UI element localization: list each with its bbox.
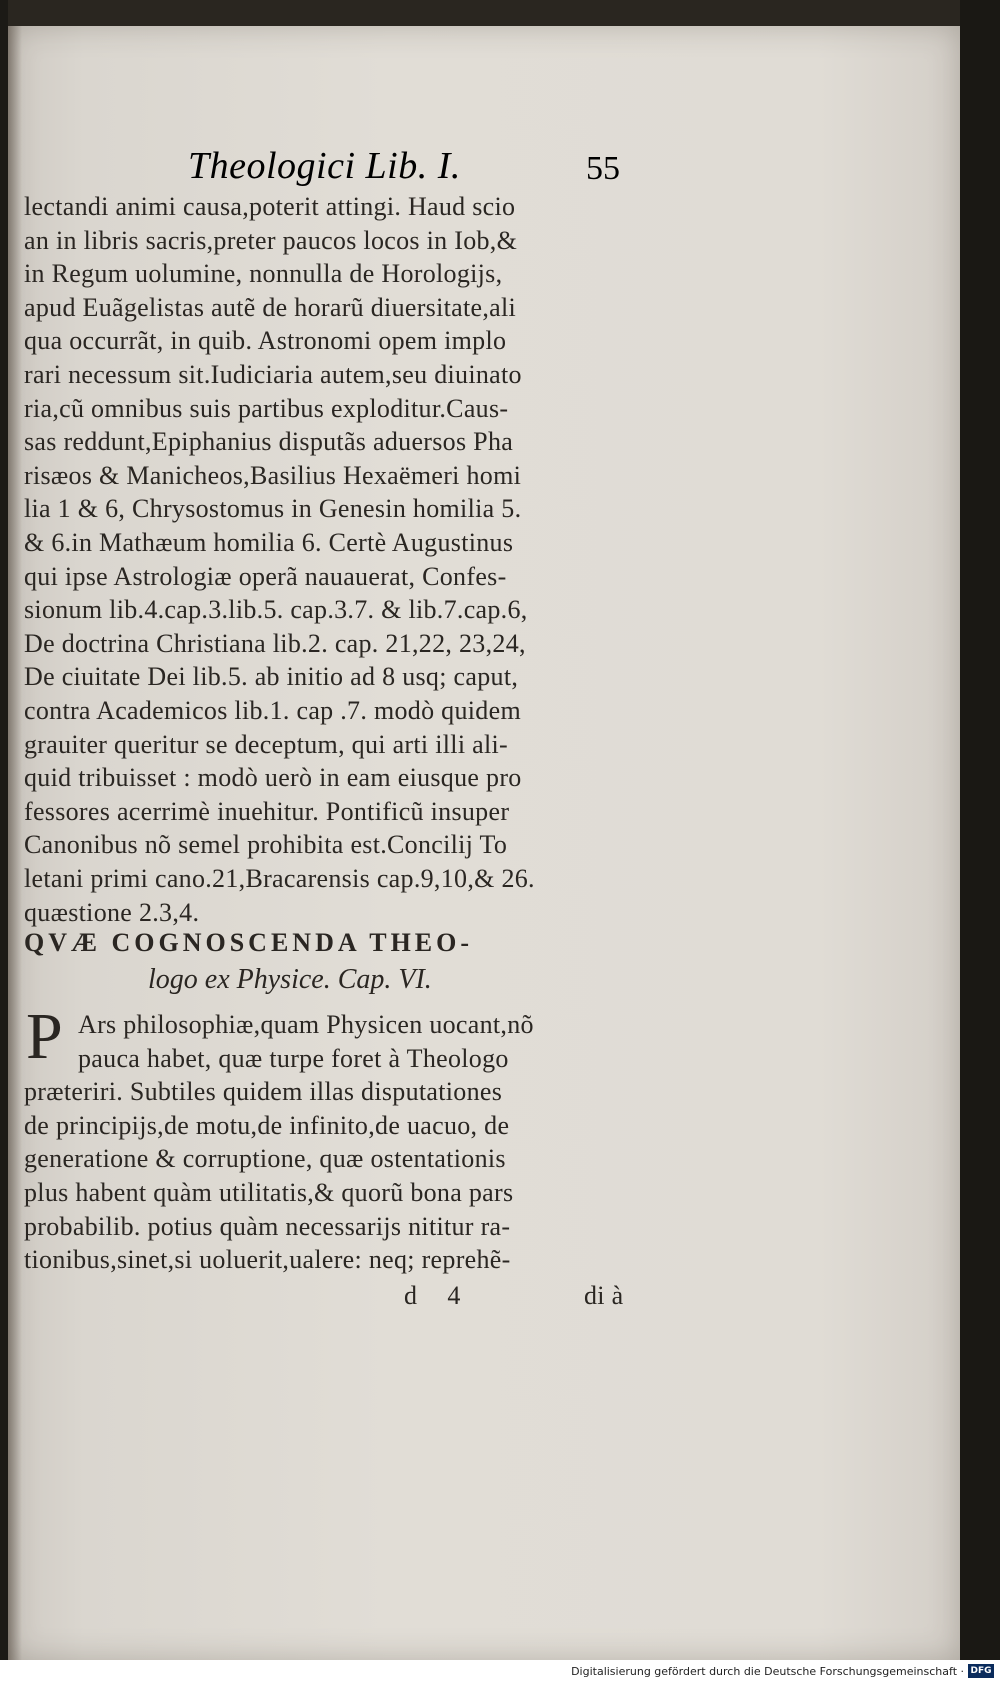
chapter-text-line: de principijs,de motu,de infinito,de uacuo, de: [24, 1110, 510, 1140]
text-line: sas reddunt,Epiphanius disputãs aduersos Pha: [24, 427, 514, 457]
signature-mark: [404, 1279, 461, 1313]
text-line: qua occurrãt, in quib. Astronomi opem implo: [24, 326, 507, 356]
running-header-title: Theologici Lib. I.: [188, 145, 461, 187]
scan-border-right: [960, 0, 1000, 1660]
chapter-heading: QVÆ COGNOSCENDA THEO-: [24, 928, 474, 957]
text-line: grauiter queritur se deceptum, qui arti illi ali-: [24, 729, 508, 759]
dfg-logo: DFG: [968, 1664, 994, 1678]
text-line: sionum lib.4.cap.3.lib.5. cap.3.7. & lib.7.cap.6,: [24, 595, 528, 625]
running-header: [188, 144, 668, 194]
book-page: [8, 26, 960, 1660]
scan-border-left: [0, 0, 8, 1660]
text-line: rari necessum sit.Iudiciaria autem,seu diuinato: [24, 360, 522, 389]
text-line: contra Academicos lib.1. cap .7. modò quidem: [24, 696, 521, 725]
drop-cap: P: [26, 1000, 63, 1073]
text-line: quid tribuisset : modò uerò in eam eiusque pro: [24, 763, 522, 793]
text-line: fessores acerrimè inuehitur. Pontificũ insuper: [24, 796, 510, 826]
scan-border-top: [0, 0, 1000, 28]
text-line: De doctrina Christiana lib.2. cap. 21,22, 23,24,: [24, 628, 526, 658]
text-line: & 6.in Mathæum homilia 6. Certè Augustinus: [24, 528, 514, 557]
text-line: an in libris sacris,preter paucos locos in Iob,&: [24, 225, 518, 255]
chapter-text-line: Ars philosophiæ,quam Physicen uocant,nõ: [78, 1010, 534, 1039]
text-line: ria,cũ omnibus suis partibus exploditur.Caus-: [24, 393, 509, 423]
text-line: lia 1 & 6, Chrysostomus in Genesin homilia 5.: [24, 494, 522, 524]
page-gutter-shadow: [8, 26, 22, 1660]
text-line: apud Euãgelistas autẽ de horarũ diuersitate,ali: [24, 292, 517, 322]
signature-number: 4: [447, 1280, 461, 1310]
text-line: Canonibus nõ semel prohibita est.Concilij To: [24, 830, 508, 860]
chapter-text-line: plus habent quàm utilitatis,& quorũ bona pars: [24, 1178, 514, 1207]
chapter-text-line: generatione & corruptione, quæ ostentationis: [24, 1144, 506, 1174]
chapter-text-line: pauca habet, quæ turpe foret à Theologo: [78, 1043, 509, 1073]
text-line: quæstione 2.3,4.: [24, 897, 200, 927]
chapter-text-line: probabilib. potius quàm necessarijs nititur ra-: [24, 1211, 511, 1241]
page-number: 55: [586, 150, 620, 187]
catchword: di à: [584, 1280, 624, 1310]
chapter-text-line: tionibus,sinet,si uoluerit,ualere: neq; reprehẽ-: [24, 1245, 511, 1275]
funding-credit: Digitalisierung gefördert durch die Deutsche Forschungsgemeinschaft ·: [571, 1665, 964, 1678]
chapter-subheading: logo ex Physice. Cap. VI.: [148, 964, 432, 995]
text-line: risæos & Manicheos,Basilius Hexaëmeri homi: [24, 460, 522, 490]
footer-bar: [0, 1660, 1000, 1684]
text-line: in Regum uolumine, nonnulla de Horologijs,: [24, 259, 503, 289]
text-line: lectandi animi causa,poterit attingi. Haud scio: [24, 192, 516, 221]
chapter-text-line: præteriri. Subtiles quidem illas disputationes: [24, 1077, 503, 1107]
text-line: letani primi cano.21,Bracarensis cap.9,10,& 26.: [24, 864, 535, 893]
text-line: De ciuitate Dei lib.5. ab initio ad 8 usq; caput,: [24, 662, 519, 692]
signature-letter: d: [404, 1280, 418, 1310]
text-line: qui ipse Astrologiæ operã nauauerat, Confes-: [24, 561, 507, 591]
